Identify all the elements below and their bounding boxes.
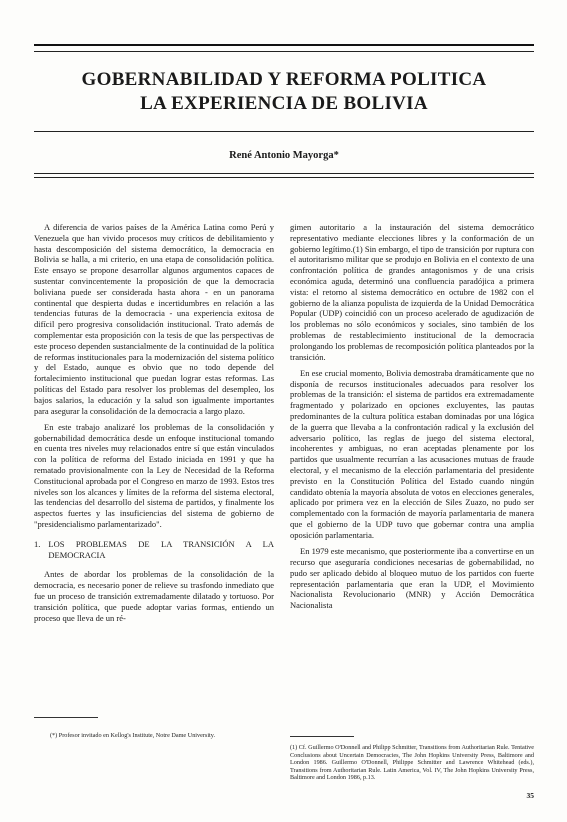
- body-paragraph: Antes de abordar los problemas de la consolidación de la democracia, es necesario poner de relieve su trasfondo inmediato que fue un proceso de transición extremadamente dilatado y tortuoso. Por transición política, que puede adoptar varias formas, entiendo un proceso que lleva de un ré-: [34, 569, 274, 623]
- body-paragraph: En ese crucial momento, Bolivia demostraba dramáticamente que no disponía de recursos institucionales adecuados para resolver los problemas de la transición: el sistema de partidos era extremadamente fragmentado y polarizado en opciones excluyentes, las pautas predominantes de la cultura política estaban dominadas por una lógica de la guerra que llevaba a la confrontación radical y la exclusión del adversario político, las reglas de juego del sistema electoral, incoherentes y ambiguas, no eran aceptadas plenamente por los partidos que usualmente recurrían a las acusaciones mutuas de fraude electoral, y el mecanismo de la elección parlamentaria del presidente previsto en la Constitución Política del Estado cuando ningún candidato obtenía la mayoría absoluta de votos en elecciones generales, aplicado por primera vez en la elección de Siles Zuazo, no pudo ser complementado con la formación de mayoría parlamentaria de manera que el gobierno de la UDP tuvo que gobernar contra una amplia oposición parlamentaria.: [290, 367, 534, 540]
- article-title-line-1: GOBERNABILIDAD Y REFORMA POLITICA: [81, 69, 487, 90]
- left-column: [34, 222, 274, 629]
- body-paragraph: gimen autoritario a la instauración del sistema democrático representativo mediante elecciones libres y la conformación de un gobierno legítimo.(1) Sin embargo, el tipo de transición por ruptura con el autoritarismo militar que se produjo en Bolivia en el contexto de una confrontación política de grandes antagonismos y de una crisis económica aguda, determinó una confluencia paradójica a primera vista: el retorno al sistema democrático en octubre de 1982 con el gobierno de la alianza populista de izquierda de la Unidad Democrática Popular (UDP) coincidió con un proceso acelerado de agudización de los problemas no sólo económicos y sociales, sino también de los problemas de restablecimiento institucional de la democracia prolongando los problemas de recomposición política planteados por la transición.: [290, 222, 534, 362]
- page-number: 35: [526, 791, 534, 800]
- author-divider-rule-2: [34, 177, 534, 178]
- footnote-author: (*) Profesor invitado en Kellog's Institute, Notre Dame University.: [50, 732, 215, 739]
- footnote-1: (1) Cf. Guillermo O'Donnell and Philipp Schmitter, Transitions from Authoritarian Rule. Tentative Conclusions about Uncertain Democracies, The John Hopkins University Press, Baltimore and London 1986. Guillermo O'Donnell, Philippe Schmitter and Lawrence Whitehead (eds.), Transitions from Authoritarian Rule. Latin America, Vol. IV, The John Hopkins University Press, Baltimore and London 1986, p.13.: [290, 744, 534, 782]
- article-title-line-2: LA EXPERIENCIA DE BOLIVIA: [140, 93, 428, 114]
- body-paragraph: En 1979 este mecanismo, que posteriormente iba a convertirse en un recurso que aseguraría condiciones necesarias de gobernabilidad, no pudo ser aplicado debido al bloqueo mutuo de los partidos con fuerte representación parlamentaria que eran la UDP, el Movimiento Nacionalista Revolucionario (MNR) y Acción Democrática Nacionalista: [290, 546, 534, 611]
- title-divider-rule: [34, 131, 534, 132]
- top-thin-rule: [34, 51, 534, 52]
- footnote-rule-left: [34, 717, 98, 718]
- right-column: [290, 222, 534, 616]
- section-heading: [34, 539, 274, 561]
- section-number: 1.: [34, 538, 41, 549]
- author-name: René Antonio Mayorga*: [229, 150, 339, 161]
- footnote-rule-right: [290, 736, 354, 737]
- section-title: LOS PROBLEMAS DE LA TRANSICIÓN A LA DEMOCRACIA: [48, 538, 274, 560]
- body-paragraph: A diferencia de varios países de la América Latina como Perú y Venezuela que han vivido procesos muy críticos de debilitamiento y hasta descomposición del sistema democrático, la democracia en Bolivia se halla, a mi criterio, en una etapa de consolidación política. Este ensayo se propone desarrollar algunos argumentos capaces de sustentar convincentemente la proposición de que la democracia boliviana puede ser considerada hasta ahora - en un panorama continental que despierta dudas e incertidumbres en relación a las tendencias futuras de la democracia - una experiencia exitosa de difícil pero progresiva consolidación institucional. Trato además de complementar esta proposición con la tesis de que las perspectivas de este proceso dependen sustancialmente de la continuidad de la política de reformas institucionales para la modernización del sistema político y del Estado, aunque es obvio que no todo depende del fortalecimiento institucional que puedan lograr estas reformas. Las políticas del Estado para resolver los problemas del desempleo, los bajos salarios, la educación y la salud son igualmente importantes para asegurar la consolidación de la democracia a largo plazo.: [34, 222, 274, 416]
- body-paragraph: En este trabajo analizaré los problemas de la consolidación y gobernabilidad democrática desde un enfoque institucional tomando en cuenta tres niveles muy relacionados entre sí que están vinculados con la política de reforma del Estado iniciada en 1991 y que ha rematado provisionalmente con la Ley de Necesidad de la Reforma Constitucional aprobada por el Congreso en marzo de 1993. Estos tres niveles son los alcances y límites de la reforma del sistema electoral, las tendencias del desarrollo del sistema de partidos, y finalmente los aspectos fuertes y las insuficiencias del sistema de gobierno de "presidencialismo parlamentarizado".: [34, 421, 274, 530]
- top-thick-rule: [34, 44, 534, 46]
- author-divider-rule-1: [34, 173, 534, 174]
